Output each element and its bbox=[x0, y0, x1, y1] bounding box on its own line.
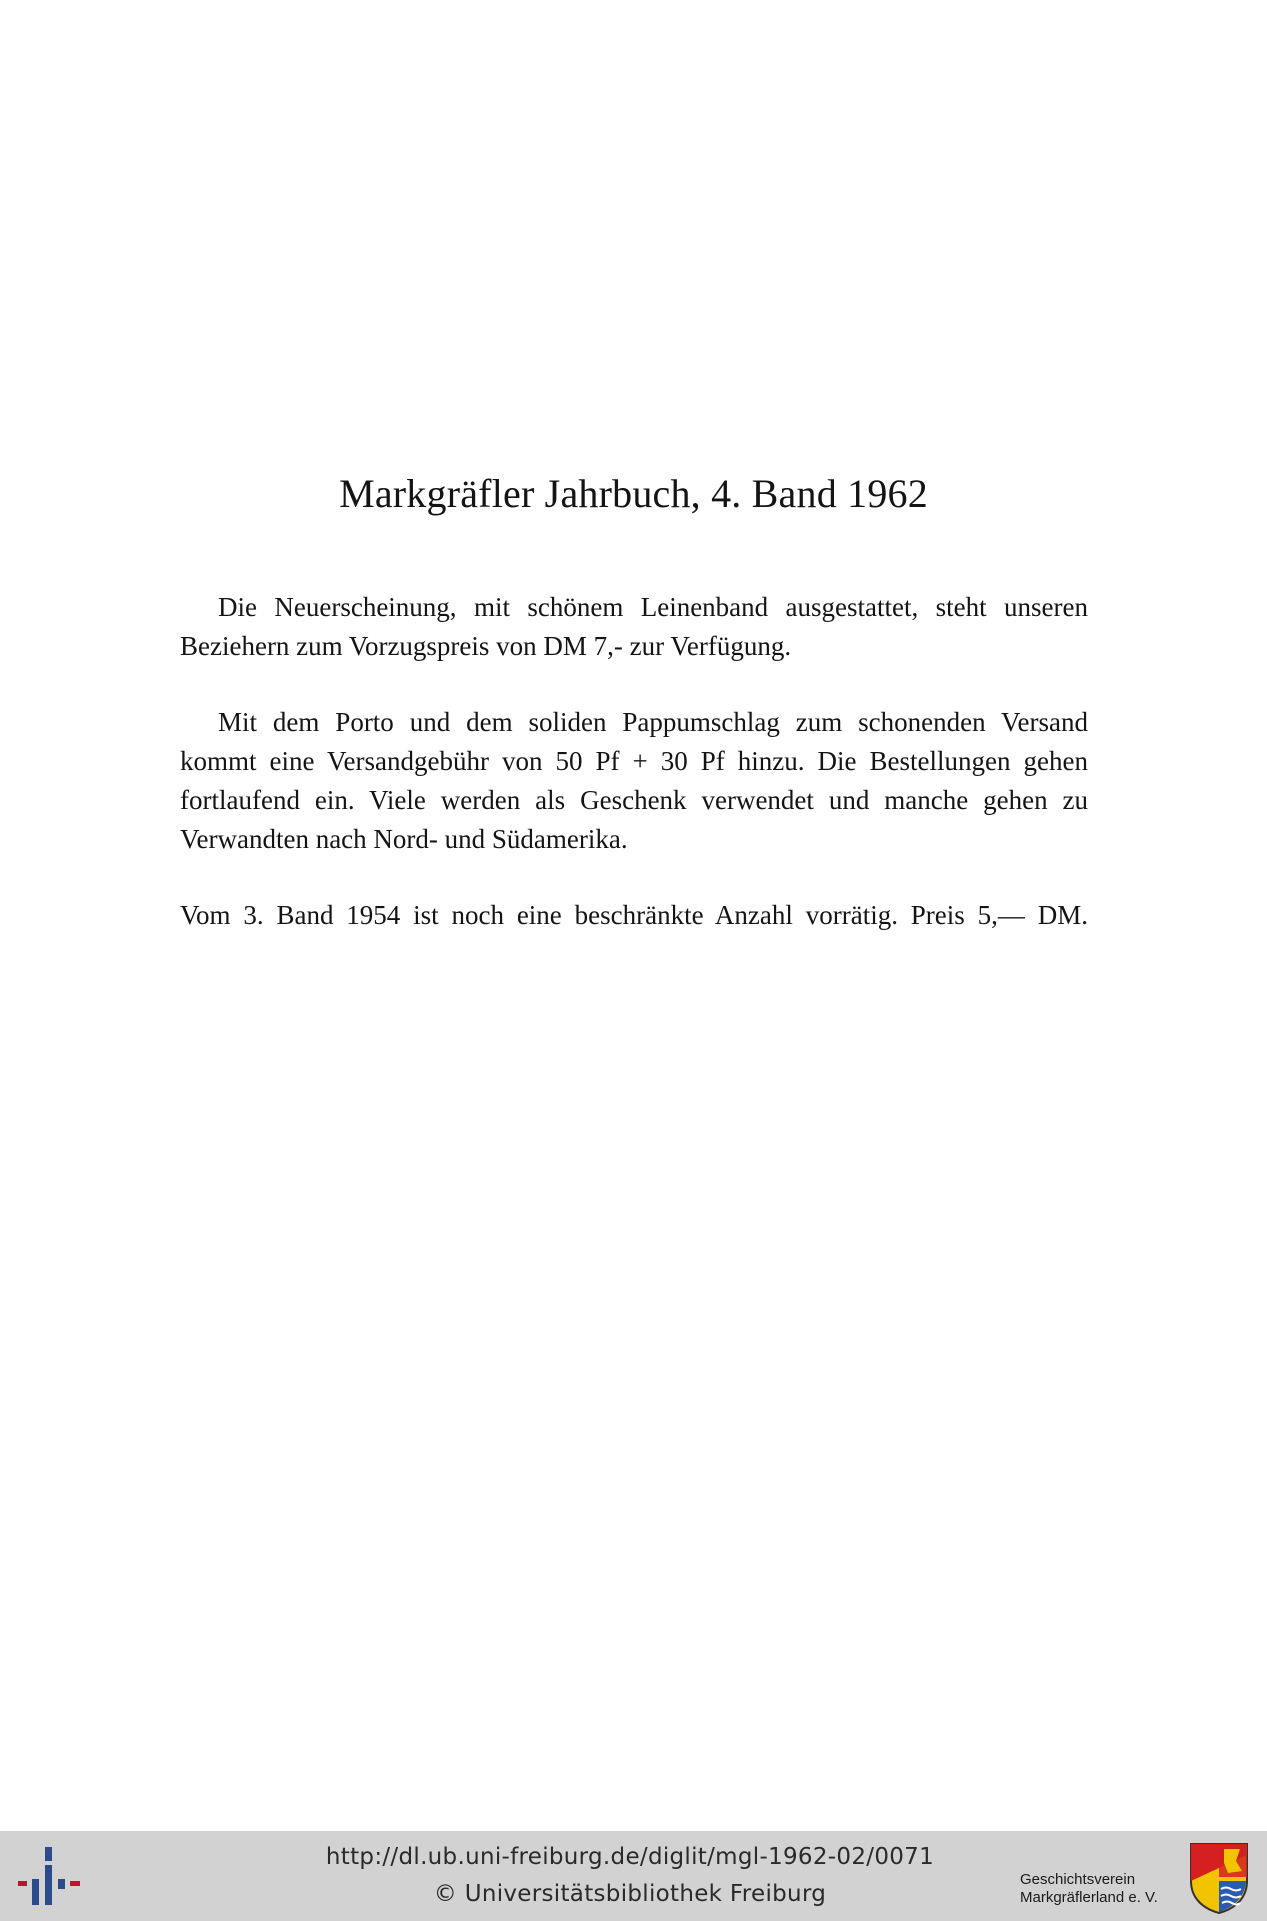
footer-citation bbox=[250, 1839, 1010, 1913]
footer-bar bbox=[0, 1831, 1267, 1921]
document-body bbox=[180, 588, 1088, 935]
paragraph: Die Neuerscheinung, mit schönem Leinenband ausgestattet, steht unseren Beziehern zum Vorzugspreis von DM 7,- zur Verfügung. bbox=[180, 592, 1088, 661]
paragraph: Vom 3. Band 1954 ist noch eine beschränkte Anzahl vorrätig. Preis 5,— DM. bbox=[180, 900, 1088, 930]
coat-of-arms-icon bbox=[1188, 1841, 1250, 1915]
ub-freiburg-logo-icon bbox=[18, 1843, 80, 1909]
permalink-link[interactable]: http://dl.ub.uni-freiburg.de/diglit/mgl-1962-02/0071 bbox=[325, 1844, 935, 1870]
society-line-1: Geschichtsverein bbox=[1020, 1871, 1136, 1888]
page-title: Markgräfler Jahrbuch, 4. Band 1962 bbox=[339, 471, 928, 516]
society-line-2: Markgräflerland e. V. bbox=[1020, 1889, 1158, 1906]
copyright-text: © Universitätsbibliothek Freiburg bbox=[433, 1881, 827, 1907]
society-name bbox=[1020, 1871, 1180, 1907]
paragraph: Mit dem Porto und dem soliden Pappumschlag zum schonenden Versand kommt eine Versandgebühr von 50 Pf + 30 Pf hinzu. Die Bestellungen gehen fortlaufend ein. Viele werden als Geschenk verwendet und manche gehen zu Verwandten nach Nord- und Südamerika. bbox=[180, 707, 1088, 854]
